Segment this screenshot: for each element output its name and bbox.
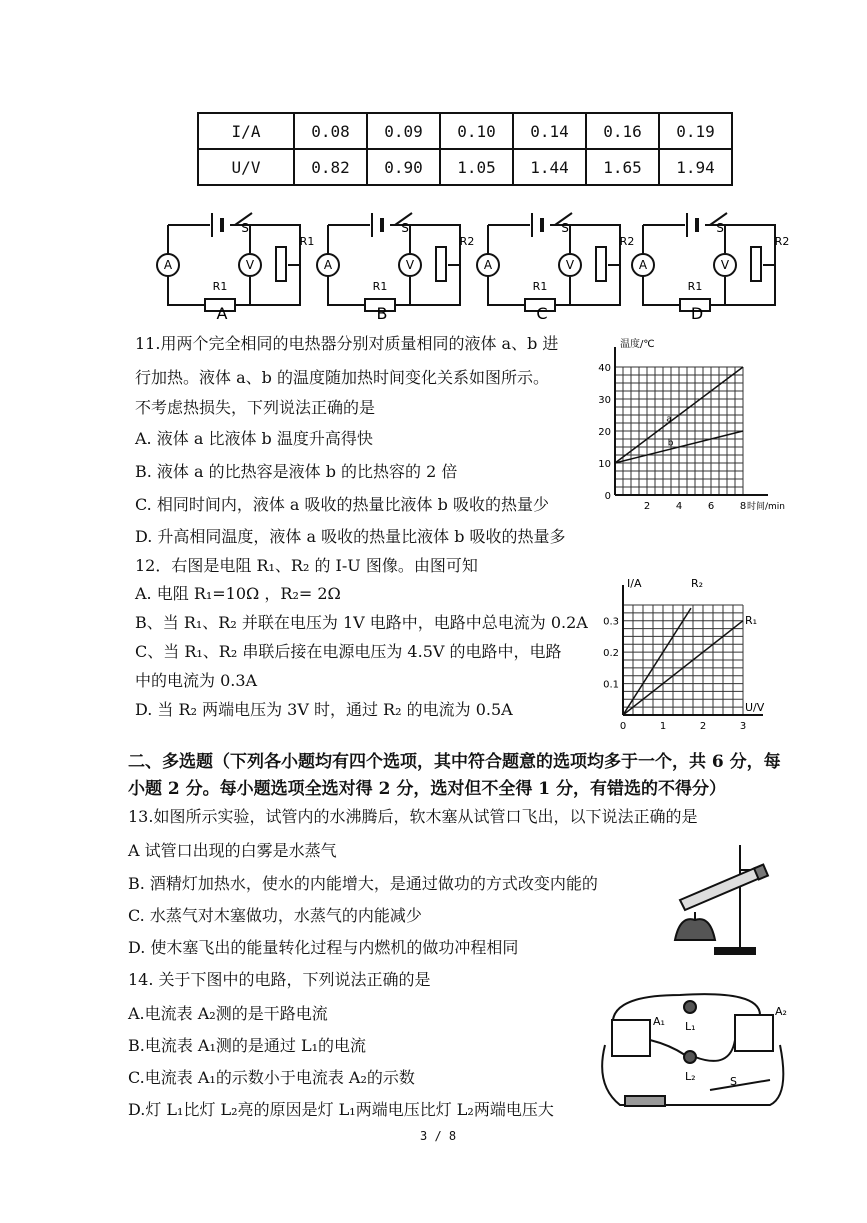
x-tick-label: 1 <box>659 721 667 732</box>
table-cell: 0.14 <box>513 113 586 149</box>
circuit-labels <box>0 0 867 330</box>
q12-option-b: B、当 R₁、R₂ 并联在电压为 1V 电路中，电路中总电流为 0.2A <box>135 613 588 632</box>
y-axis-label: I/A <box>627 577 642 590</box>
q11-stem-3: 不考虑热损失，下列说法正确的是 <box>135 398 376 417</box>
circuit-option-label: B <box>376 304 388 323</box>
q12-option-c-cont: 中的电流为 0.3A <box>135 671 258 690</box>
r1-label: R1 <box>212 280 228 293</box>
q14-option-b: B.电流表 A₁测的是通过 L₁的电流 <box>128 1036 367 1055</box>
r1-label: R1 <box>372 280 388 293</box>
q14-option-d: D.灯 L₁比灯 L₂亮的原因是灯 L₁两端电压比灯 L₂两端电压大 <box>128 1100 554 1119</box>
y-tick-label: 10 <box>598 459 611 470</box>
page-number: 3 / 8 <box>420 1129 457 1143</box>
table-cell: 0.16 <box>586 113 659 149</box>
y-tick-label: 0.1 <box>603 679 619 691</box>
switch-label: S <box>561 221 569 235</box>
q13-option-c: C. 水蒸气对木塞做功，水蒸气的内能减少 <box>128 906 422 925</box>
voltmeter-symbol-label: V <box>720 258 730 272</box>
rheostat-label: R2 <box>459 235 475 248</box>
line-a-label: a <box>666 414 672 425</box>
test-tube-apparatus-illustration <box>660 840 780 960</box>
x-tick-label: 3 <box>739 721 747 732</box>
q12-option-a: A. 电阻 R₁=10Ω ，R₂= 2Ω <box>135 584 341 603</box>
row-header: I/A <box>198 113 294 149</box>
table-cell: 0.90 <box>367 149 440 185</box>
ammeter-symbol-label: A <box>483 258 493 272</box>
table-cell: 0.10 <box>440 113 513 149</box>
ammeter-symbol-label: A <box>323 258 333 272</box>
y-tick-label: 0 <box>604 491 611 502</box>
q12-stem: 12．右图是电阻 R₁、R₂ 的 I-U 图像。由图可知 <box>135 556 478 575</box>
voltmeter-symbol-label: V <box>405 258 415 272</box>
row-header: U/V <box>198 149 294 185</box>
q12-option-d: D. 当 R₂ 两端电压为 3V 时，通过 R₂ 的电流为 0.5A <box>135 700 513 719</box>
q11-option-c: C. 相同时间内，液体 a 吸收的热量比液体 b 吸收的热量少 <box>135 495 549 514</box>
table-cell: 1.44 <box>513 149 586 185</box>
q11-stem-2: 行加热。液体 a、b 的温度随加热时间变化关系如图所示。 <box>135 368 549 387</box>
temperature-time-graph <box>585 335 810 520</box>
table-cell: 0.19 <box>659 113 732 149</box>
circuit-illustration-q14 <box>590 985 795 1115</box>
x-tick-label: 2 <box>699 721 707 732</box>
switch-label: S <box>716 221 724 235</box>
table-cell: 1.65 <box>586 149 659 185</box>
r1-label: R₁ <box>745 613 758 627</box>
q13-option-d: D. 使木塞飞出的能量转化过程与内燃机的做功冲程相同 <box>128 938 519 957</box>
x-tick-label: 6 <box>707 501 715 512</box>
l2-label: L₂ <box>685 1070 696 1083</box>
x-tick-label: 8 <box>739 501 747 512</box>
y-axis-label: 温度/℃ <box>620 339 655 350</box>
a1-label: A₁ <box>653 1015 665 1028</box>
l1-label: L₁ <box>685 1020 696 1033</box>
x-tick-label: 2 <box>643 501 651 512</box>
q11-stem-1: 11.用两个完全相同的电热器分别对质量相同的液体 a、b 进 <box>135 334 559 353</box>
q13-stem: 13.如图所示实验，试管内的水沸腾后，软木塞从试管口飞出，以下说法正确的是 <box>128 807 698 826</box>
q11-option-a: A. 液体 a 比液体 b 温度升高得快 <box>135 429 373 448</box>
table-cell: 0.09 <box>367 113 440 149</box>
y-tick-label: 40 <box>598 363 611 374</box>
q13-option-a: A 试管口出现的白雾是水蒸气 <box>128 841 337 860</box>
q14-option-c: C.电流表 A₁的示数小于电流表 A₂的示数 <box>128 1068 415 1087</box>
a2-label: A₂ <box>775 1005 787 1018</box>
rheostat-label: R2 <box>774 235 790 248</box>
y-tick-label: 0.3 <box>603 616 619 628</box>
table-cell: 1.05 <box>440 149 513 185</box>
x-axis-label: 时间/min <box>747 502 786 512</box>
current-voltage-graph <box>598 575 778 735</box>
x-tick-label: 4 <box>675 501 683 512</box>
switch-label: S <box>241 221 249 235</box>
table-cell: 0.08 <box>294 113 367 149</box>
circuit-option-label: C <box>536 304 548 323</box>
s-label: S <box>730 1075 737 1088</box>
y-tick-label: 30 <box>598 395 611 406</box>
section-title-1: 二、多选题（下列各小题均有四个选项，其中符合题意的选项均多于一个，共 6 分，每 <box>128 752 781 772</box>
table-cell: 0.82 <box>294 149 367 185</box>
x-axis-label: U/V <box>745 701 765 714</box>
r1-label: R1 <box>532 280 548 293</box>
rheostat-label: R1 <box>299 235 315 248</box>
voltmeter-symbol-label: V <box>245 258 255 272</box>
q12-option-c: C、当 R₁、R₂ 串联后接在电源电压为 4.5V 的电路中，电路 <box>135 642 562 661</box>
ammeter-symbol-label: A <box>638 258 648 272</box>
circuit-option-label: A <box>216 304 228 323</box>
ammeter-symbol-label: A <box>163 258 173 272</box>
q14-stem: 14. 关于下图中的电路，下列说法正确的是 <box>128 970 431 989</box>
y-tick-label: 20 <box>598 427 611 438</box>
r1-label: R1 <box>687 280 703 293</box>
line-b-label: b <box>667 438 674 449</box>
q13-option-b: B. 酒精灯加热水，使水的内能增大，是通过做功的方式改变内能的 <box>128 874 598 893</box>
x-tick-label: 0 <box>619 721 627 732</box>
table-cell: 1.94 <box>659 149 732 185</box>
switch-label: S <box>401 221 409 235</box>
q14-option-a: A.电流表 A₂测的是干路电流 <box>128 1004 328 1023</box>
y-tick-label: 0.2 <box>603 648 619 660</box>
r2-label: R₂ <box>691 577 704 590</box>
circuit-option-label: D <box>690 304 704 323</box>
rheostat-label: R2 <box>619 235 635 248</box>
voltmeter-symbol-label: V <box>565 258 575 272</box>
q11-option-d: D. 升高相同温度，液体 a 吸收的热量比液体 b 吸收的热量多 <box>135 527 566 546</box>
section-title-2: 小题 2 分。每小题选项全选对得 2 分，选对但不全得 1 分，有错选的不得分） <box>128 779 726 799</box>
q11-option-b: B. 液体 a 的比热容是液体 b 的比热容的 2 倍 <box>135 462 458 481</box>
